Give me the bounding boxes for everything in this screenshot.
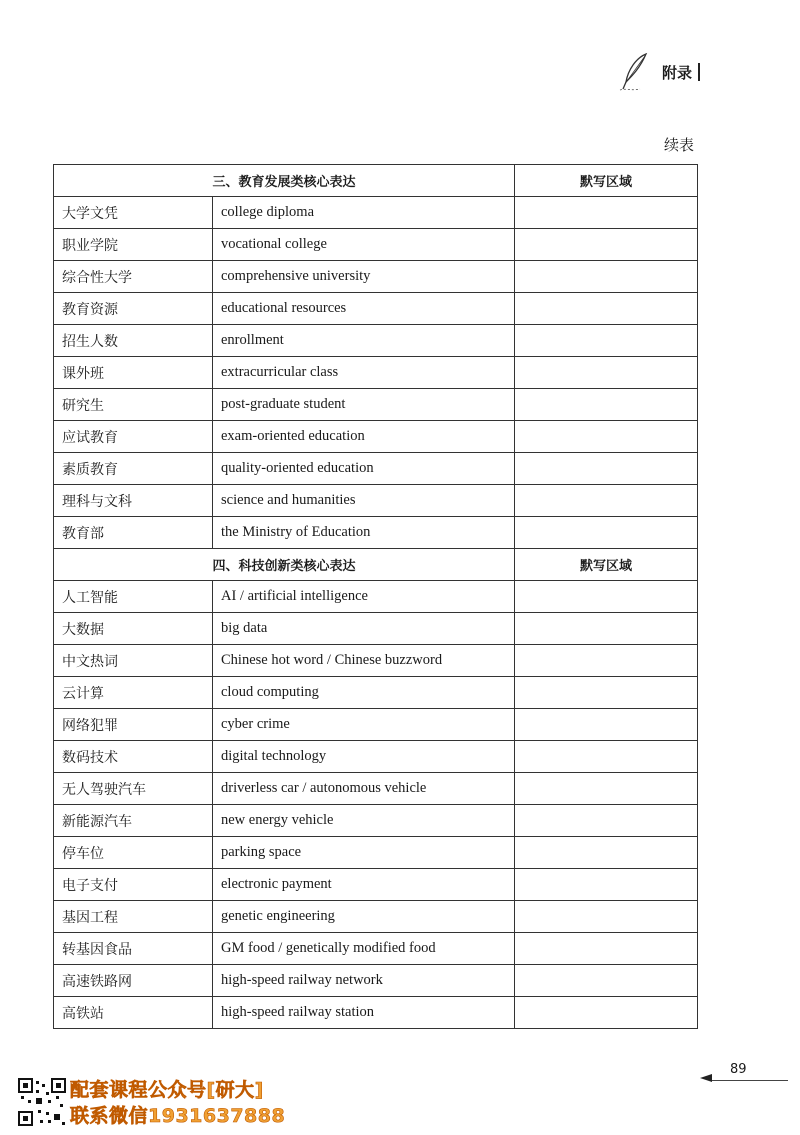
english-term: high-speed railway station [213, 997, 515, 1029]
table-row [54, 453, 698, 485]
english-term: GM food / genetically modified food [213, 933, 515, 965]
table-row [54, 325, 698, 357]
table-row [54, 805, 698, 837]
english-term: big data [213, 613, 515, 645]
page-number: 89 [730, 1062, 747, 1077]
dictation-cell [515, 453, 698, 485]
english-term: extracurricular class [213, 357, 515, 389]
chinese-term: 数码技术 [54, 741, 213, 773]
table-row [54, 389, 698, 421]
english-term: enrollment [213, 325, 515, 357]
dictation-cell [515, 581, 698, 613]
header-divider [698, 63, 700, 81]
chinese-term: 理科与文科 [54, 485, 213, 517]
english-term: exam-oriented education [213, 421, 515, 453]
dictation-cell [515, 677, 698, 709]
dictation-cell [515, 293, 698, 325]
watermark-line-1: 配套课程公众号[研大] [70, 1079, 264, 1101]
section-header-row [54, 165, 698, 197]
table-row [54, 229, 698, 261]
dictation-cell [515, 261, 698, 293]
english-term: driverless car / autonomous vehicle [213, 773, 515, 805]
dictation-cell [515, 933, 698, 965]
table-row [54, 645, 698, 677]
english-term: new energy vehicle [213, 805, 515, 837]
section-heading: 四、科技创新类核心表达 [54, 549, 515, 581]
table-row [54, 581, 698, 613]
page-number-rule [712, 1080, 788, 1081]
english-term: electronic payment [213, 869, 515, 901]
chinese-term: 云计算 [54, 677, 213, 709]
table-row [54, 677, 698, 709]
dictation-cell [515, 325, 698, 357]
dictation-cell [515, 709, 698, 741]
dictation-cell [515, 485, 698, 517]
header-title: 附录 [661, 63, 692, 82]
table-row [54, 869, 698, 901]
qr-code-icon [18, 1078, 66, 1126]
chinese-term: 电子支付 [54, 869, 213, 901]
english-term: parking space [213, 837, 515, 869]
chinese-term: 网络犯罪 [54, 709, 213, 741]
table-row [54, 901, 698, 933]
english-term: the Ministry of Education [213, 517, 515, 549]
dictation-cell [515, 901, 698, 933]
dictation-cell [515, 837, 698, 869]
dictation-cell [515, 965, 698, 997]
chinese-term: 大数据 [54, 613, 213, 645]
table-row [54, 517, 698, 549]
english-term: quality-oriented education [213, 453, 515, 485]
chinese-term: 教育资源 [54, 293, 213, 325]
table-row [54, 837, 698, 869]
english-term: digital technology [213, 741, 515, 773]
chinese-term: 转基因食品 [54, 933, 213, 965]
table-row [54, 709, 698, 741]
chinese-term: 应试教育 [54, 421, 213, 453]
dictation-cell [515, 805, 698, 837]
chinese-term: 课外班 [54, 357, 213, 389]
english-term: educational resources [213, 293, 515, 325]
chinese-term: 新能源汽车 [54, 805, 213, 837]
chinese-term: 大学文凭 [54, 197, 213, 229]
english-term: cyber crime [213, 709, 515, 741]
section-heading: 三、教育发展类核心表达 [54, 165, 515, 197]
chinese-term: 无人驾驶汽车 [54, 773, 213, 805]
dictation-cell [515, 517, 698, 549]
table-row [54, 997, 698, 1029]
chinese-term: 研究生 [54, 389, 213, 421]
table-row [54, 613, 698, 645]
page-arrow-icon [700, 1074, 712, 1082]
table-row [54, 197, 698, 229]
dictation-cell [515, 645, 698, 677]
watermark-line-2: 联系微信1931637888 [70, 1105, 286, 1127]
dictation-cell [515, 357, 698, 389]
table-row [54, 261, 698, 293]
table-row [54, 357, 698, 389]
vocabulary-table [53, 164, 698, 1029]
chinese-term: 高铁站 [54, 997, 213, 1029]
page-header [618, 52, 700, 92]
dictation-cell [515, 389, 698, 421]
chinese-term: 高速铁路网 [54, 965, 213, 997]
section-header-row [54, 549, 698, 581]
english-term: post-graduate student [213, 389, 515, 421]
continued-label: 续表 [663, 136, 694, 154]
english-term: college diploma [213, 197, 515, 229]
chinese-term: 招生人数 [54, 325, 213, 357]
dictation-cell [515, 421, 698, 453]
chinese-term: 基因工程 [54, 901, 213, 933]
dictation-column-heading: 默写区域 [515, 165, 698, 197]
table-row [54, 293, 698, 325]
chinese-term: 停车位 [54, 837, 213, 869]
dictation-cell [515, 197, 698, 229]
dictation-cell [515, 773, 698, 805]
dictation-cell [515, 741, 698, 773]
dictation-cell [515, 613, 698, 645]
table-row [54, 965, 698, 997]
chinese-term: 教育部 [54, 517, 213, 549]
table-row [54, 773, 698, 805]
english-term: Chinese hot word / Chinese buzzword [213, 645, 515, 677]
english-term: comprehensive university [213, 261, 515, 293]
dictation-cell [515, 997, 698, 1029]
table-row [54, 485, 698, 517]
english-term: genetic engineering [213, 901, 515, 933]
table-row [54, 421, 698, 453]
dictation-column-heading: 默写区域 [515, 549, 698, 581]
chinese-term: 人工智能 [54, 581, 213, 613]
chinese-term: 中文热词 [54, 645, 213, 677]
english-term: vocational college [213, 229, 515, 261]
chinese-term: 综合性大学 [54, 261, 213, 293]
quill-icon [618, 52, 652, 92]
dictation-cell [515, 229, 698, 261]
vocabulary-table-body [54, 165, 698, 1029]
english-term: science and humanities [213, 485, 515, 517]
table-row [54, 741, 698, 773]
english-term: AI / artificial intelligence [213, 581, 515, 613]
chinese-term: 素质教育 [54, 453, 213, 485]
table-row [54, 933, 698, 965]
english-term: high-speed railway network [213, 965, 515, 997]
dictation-cell [515, 869, 698, 901]
chinese-term: 职业学院 [54, 229, 213, 261]
english-term: cloud computing [213, 677, 515, 709]
